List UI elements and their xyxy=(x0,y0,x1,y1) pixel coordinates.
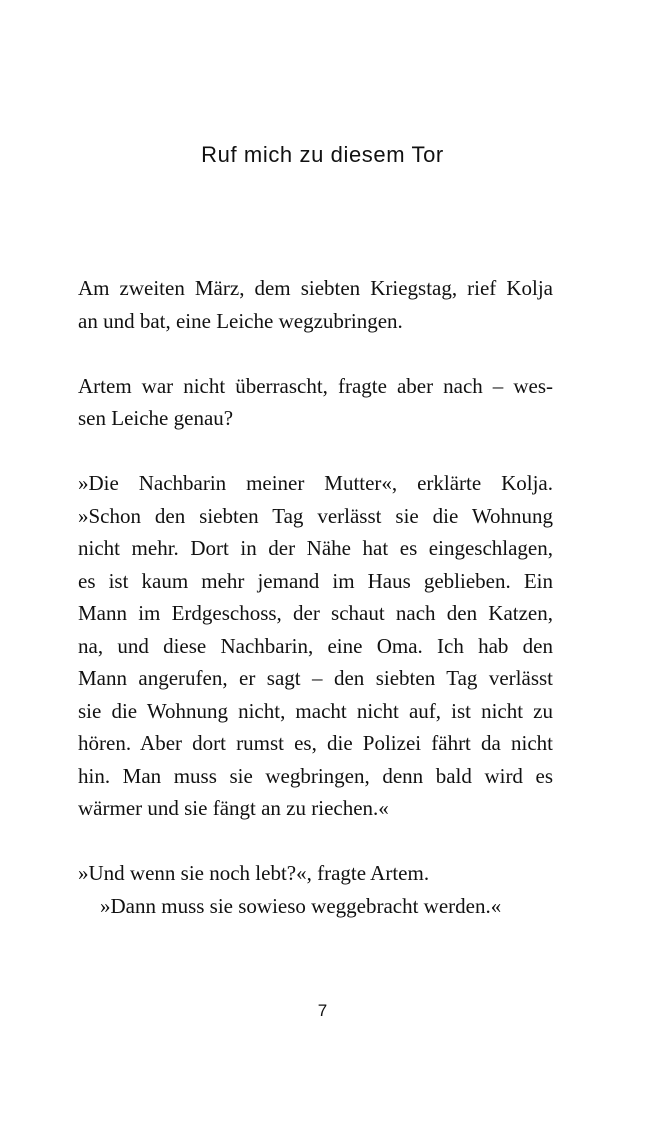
text-line: sen Leiche genau? xyxy=(78,406,234,430)
paragraph-5 xyxy=(78,890,553,923)
text-line: »Dann muss sie sowieso weggebracht werden.« xyxy=(100,893,502,918)
paragraph-2 xyxy=(78,370,553,435)
body-text xyxy=(78,272,553,922)
text-line: nicht mehr. Dort in der Nähe hat es eingeschlagen, xyxy=(78,536,553,560)
text-line: Am zweiten März, dem siebten Kriegstag, rief Kolja xyxy=(78,276,553,300)
text-line: hören. Aber dort rumst es, die Polizei fährt da nicht xyxy=(78,731,553,755)
paragraph-1 xyxy=(78,272,553,337)
text-line: wärmer und sie fängt an zu riechen.« xyxy=(78,796,389,820)
paragraph-3 xyxy=(78,467,553,825)
text-line: na, und diese Nachbarin, eine Oma. Ich hab den xyxy=(78,633,553,658)
text-line: Mann im Erdgeschoss, der schaut nach den Katzen, xyxy=(78,601,553,625)
text-line: Mann angerufen, er sagt – den siebten Tag verlässt xyxy=(78,666,553,690)
text-line: »Die Nachbarin meiner Mutter«, erklärte Kolja. xyxy=(78,471,553,495)
paragraph-4 xyxy=(78,857,553,890)
page-number: 7 xyxy=(317,1001,328,1020)
text-line: sie die Wohnung nicht, macht nicht auf, ist nicht zu xyxy=(78,698,553,723)
text-line: es ist kaum mehr jemand im Haus geblieben. Ein xyxy=(78,568,553,593)
text-line: hin. Man muss sie wegbringen, denn bald wird es xyxy=(78,763,553,788)
text-line: an und bat, eine Leiche wegzubringen. xyxy=(78,308,403,333)
chapter-title: Ruf mich zu diesem Tor xyxy=(201,142,444,167)
text-line: Artem war nicht überrascht, fragte aber nach – wes- xyxy=(78,373,553,398)
text-line: »Und wenn sie noch lebt?«, fragte Artem. xyxy=(78,861,430,885)
text-line: »Schon den siebten Tag verlässt sie die Wohnung xyxy=(78,503,553,528)
